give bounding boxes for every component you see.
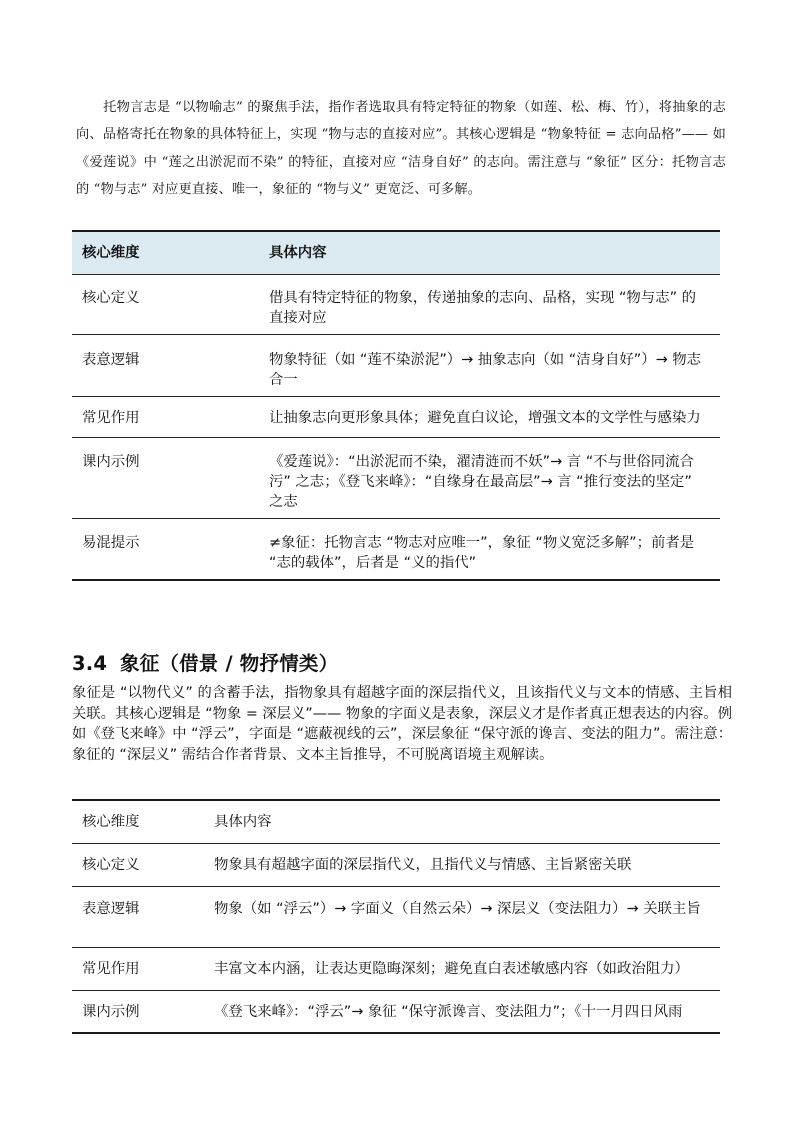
table-row [72,843,720,886]
row-content: 《登飞来峰》：“浮云”→ 象征 “保守派谗言、变法阻力”；《十一月四日风雨 [214,1003,683,1020]
row-dimension: 常见作用 [82,409,140,426]
table-row [72,396,720,437]
table-header-content: 具体内容 [214,814,272,830]
row-content: 物象（如 “浮云”）→ 字面义（自然云朵）→ 深层义（变法阻力）→ 关联主旨 [214,900,701,917]
table-row [72,990,720,1033]
row-content: 物象具有超越字面的深层指代义，且指代义与情感、主旨紧密关联 [214,856,632,873]
row-content: 让抽象志向更形象具体；避免直白议论，增强文本的文学性与感染力 [269,409,701,426]
row-dimension: 易混提示 [82,534,140,551]
table-row [72,518,720,580]
section-heading [72,648,338,676]
table-xiangzheng [72,799,720,1034]
section-paragraph: 象征是 “以物代义” 的含蓄手法，指物象具有超越字面的深层指代义，且该指代义与文本的情感、主旨相关联。其核心逻辑是 “物象 = 深层义”—— 物象的字面义是表象，深层义才是作者真正想表达的内容。例如《登飞来峰》中 “浮云”，字面是 “遮蔽视线的云”，深层象征 “保守派的谗言、变法的阻力”。需注意：象征的 “深层义” 需结合作者背景、文本主旨推导，不可脱离语境主观解读。 [72,685,732,763]
row-content: 丰富文本内涵，让表达更隐晦深刻；避免直白表述敏感内容（如政治阻力） [214,960,689,977]
row-dimension: 常见作用 [82,960,140,977]
intro-paragraph [76,94,726,203]
row-dimension: 表意逻辑 [82,351,140,368]
table-row [72,274,720,334]
table-header-dimension: 核心维度 [82,814,140,830]
table-header-row [72,800,720,843]
section-title-text: 象征（借景 / 物抒情类） [120,652,339,675]
table-row [72,334,720,396]
table-tuowu-yanzhi [72,230,720,581]
row-content: ≠象征：托物言志 “物志对应唯一”，象征 “物义宽泛多解”；前者是 “志的载体”，后者是 “义的指代” [269,534,695,571]
intro-paragraph-text: 托物言志是 “以物喻志” 的聚焦手法，指作者选取具有特定特征的物象（如莲、松、梅、竹），将抽象的志向、品格寄托在物象的具体特征上，实现 “物与志的直接对应”。其核心逻辑是 “物象特征 = 志向品格”—— 如《爱莲说》中 “莲之出淤泥而不染” 的特征，直接对应 “洁身自好” 的志向。需注意与 “象征” 区分：托物言志的 “物与志” 对应更直接、唯一，象征的 “物与义” 更宽泛、可多解。 [76,100,726,197]
row-content: 借具有特定特征的物象，传递抽象的志向、品格，实现 “物与志” 的直接对应 [269,289,696,326]
row-content: 物象特征（如 “莲不染淤泥”）→ 抽象志向（如 “洁身自好”）→ 物志合一 [269,351,702,388]
row-dimension: 课内示例 [82,1003,140,1020]
row-dimension: 表意逻辑 [82,900,140,917]
table-row [72,947,720,990]
table-header-row [72,231,720,274]
table-header-content: 具体内容 [269,244,327,261]
table-row [72,886,720,947]
section-number: 3.4 [72,652,108,675]
row-dimension: 核心定义 [82,856,140,873]
row-dimension: 课内示例 [82,453,140,470]
row-content: 《爱莲说》：“出淤泥而不染，濯清涟而不妖”→ 言 “不与世俗同流合污” 之志；《登飞来峰》：“自缘身在最高层”→ 言 “推行变法的坚定” 之志 [269,453,694,510]
table-row [72,437,720,518]
table-header-dimension: 核心维度 [82,244,140,261]
row-dimension: 核心定义 [82,289,140,306]
